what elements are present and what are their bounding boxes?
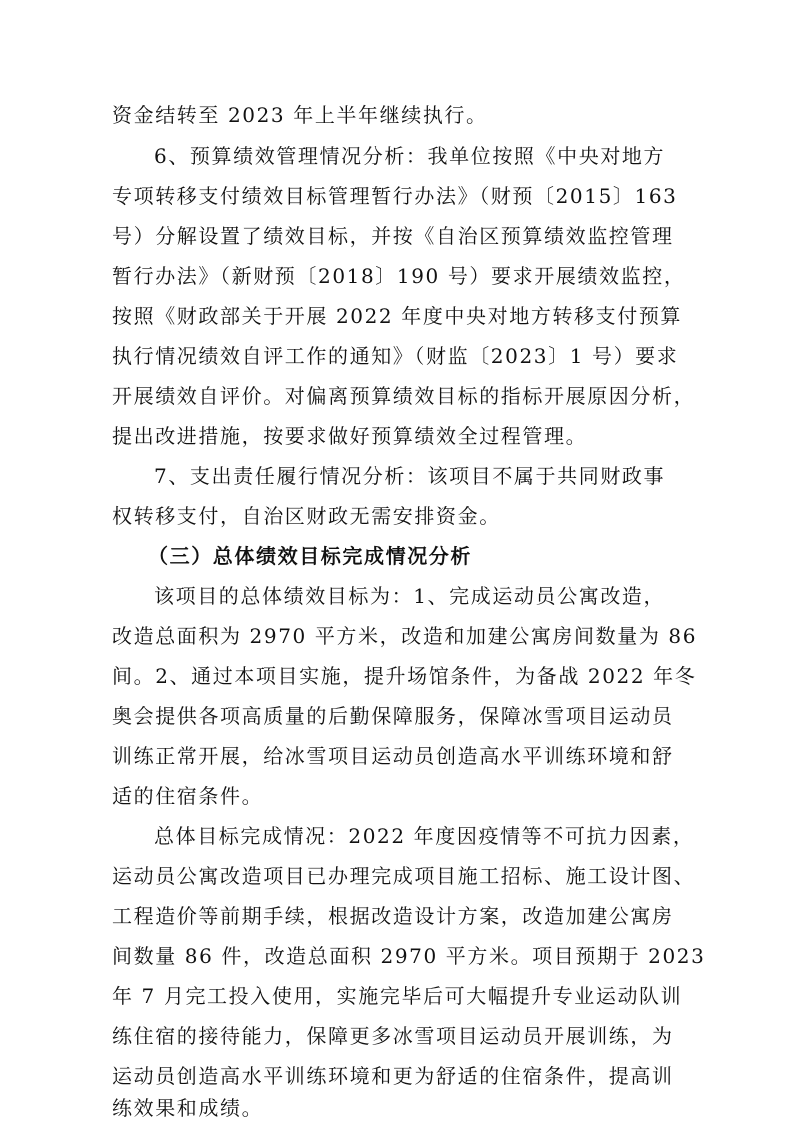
text-line: 按照《财政部关于开展 2022 年度中央对地方转移支付预算 — [112, 304, 683, 328]
text-line: 运动员公寓改造项目已办理完成项目施工招标、施工设计图、 — [112, 864, 696, 888]
text-line: 训练正常开展，给冰雪项目运动员创造高水平训练环境和舒 — [112, 744, 674, 768]
text-line: 间。2、通过本项目实施，提升场馆条件，为备战 2022 年冬 — [112, 664, 697, 688]
text-line: 练住宿的接待能力，保障更多冰雪项目运动员开展训练，为 — [112, 1024, 674, 1048]
text-line: 年 7 月完工投入使用，实施完毕后可大幅提升专业运动队训 — [112, 984, 683, 1008]
text-line: 权转移支付，自治区财政无需安排资金。 — [112, 504, 501, 528]
text-line: 开展绩效自评价。对偏离预算绩效目标的指标开展原因分析， — [112, 384, 696, 408]
text-line: 间数量 86 件，改造总面积 2970 平方米。项目预期于 2023 — [112, 944, 706, 968]
text-line: 适的住宿条件。 — [112, 784, 264, 808]
text-line: 执行情况绩效自评工作的通知》（财监〔2023〕1 号）要求 — [112, 344, 679, 368]
text-line: 专项转移支付绩效目标管理暂行办法》（财预〔2015〕163 — [112, 184, 678, 208]
text-line: 总体目标完成情况：2022 年度因疫情等不可抗力因素， — [154, 824, 695, 848]
section-heading: （三）总体绩效目标完成情况分析 — [148, 544, 472, 568]
text-line: 奥会提供各项高质量的后勤保障服务，保障冰雪项目运动员 — [112, 704, 674, 728]
text-line: 练效果和成绩。 — [112, 1096, 264, 1120]
text-line: 资金结转至 2023 年上半年继续执行。 — [112, 103, 488, 127]
text-line: 7、支出责任履行情况分析：该项目不属于共同财政事 — [154, 464, 666, 488]
text-line: 暂行办法》（新财预〔2018〕190 号）要求开展绩效监控， — [112, 264, 686, 288]
text-line: 该项目的总体绩效目标为：1、完成运动员公寓改造， — [154, 584, 666, 608]
text-line: 改造总面积为 2970 平方米，改造和加建公寓房间数量为 86 — [112, 624, 698, 648]
text-line: 提出改进措施，按要求做好预算绩效全过程管理。 — [112, 424, 588, 448]
text-line: 运动员创造高水平训练环境和更为舒适的住宿条件，提高训 — [112, 1064, 674, 1088]
text-line: 6、预算绩效管理情况分析：我单位按照《中央对地方 — [154, 144, 666, 168]
text-line: 工程造价等前期手续，根据改造设计方案，改造加建公寓房 — [112, 904, 674, 928]
text-line: 号）分解设置了绩效目标，并按《自治区预算绩效监控管理 — [112, 224, 674, 248]
